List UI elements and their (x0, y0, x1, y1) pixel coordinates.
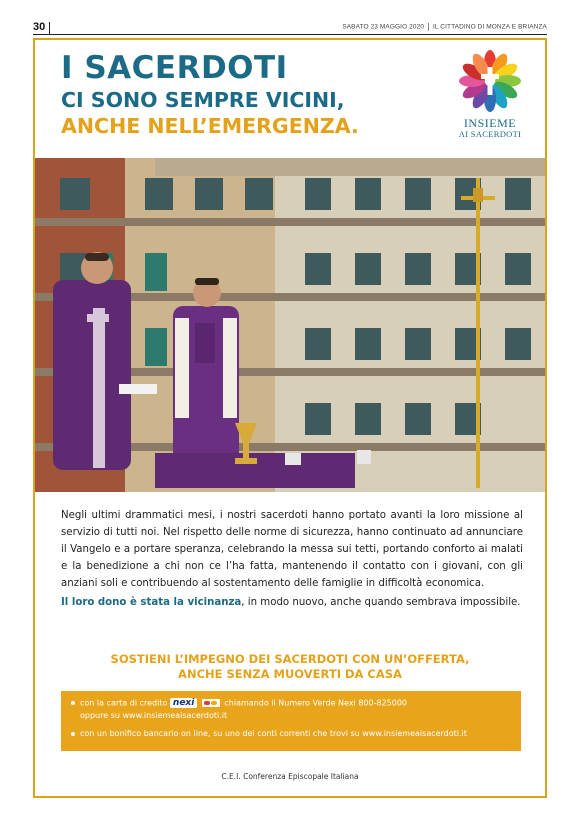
call-to-action (35, 652, 545, 682)
donation-card-website: oppure su www.insiemeaisacerdoti.it (80, 711, 228, 720)
newspaper-header (33, 22, 547, 35)
divider (49, 22, 50, 34)
headline-main: I SACERDOTI (61, 50, 288, 86)
priests-mass-photo (35, 158, 545, 492)
insieme-logo (455, 48, 525, 143)
donation-bank-option (71, 729, 467, 738)
logo-subtext: AI SACERDOTI (458, 129, 522, 139)
issue-date: SABATO 23 MAGGIO 2020 (342, 23, 425, 31)
donation-box (61, 691, 521, 751)
cta-line-2: ANCHE SENZA MUOVERTI DA CASA (178, 667, 402, 681)
dateline (342, 23, 547, 31)
cta-line-1: SOSTIENI L’IMPEGNO DEI SACERDOTI CON UN’OFFERTA, (110, 652, 470, 666)
photo-illustration (35, 158, 545, 492)
bank-transfer-text: con un bonifico bancario on line, su uno dei conti correnti che trovi su www.insiemeaisacerdoti.it (80, 729, 467, 738)
tagline-highlight: Il loro dono è stata la vicinanza (61, 597, 242, 608)
advertisement (33, 38, 547, 798)
card-phone-text: chiamando il Numero Verde Nexi 800-825000 (224, 698, 408, 708)
tagline (61, 597, 531, 608)
footer-credit: C.E.I. Conferenza Episcopale Italiana (221, 772, 359, 781)
tagline-text: , in modo nuovo, anche quando sembrava impossibile. (241, 597, 521, 608)
headline-accent: ANCHE NELL’EMERGENZA. (61, 114, 359, 138)
hands-cross-logo-icon (455, 48, 525, 114)
card-prefix-text: con la carta di credito (80, 698, 168, 708)
page-number: 30 (33, 21, 46, 33)
logo-text: INSIEME (463, 116, 517, 130)
publication-name: IL CITTADINO DI MONZA E BRIANZA (433, 23, 547, 31)
headline-sub: CI SONO SEMPRE VICINI, (61, 88, 345, 112)
bullet-icon (71, 732, 75, 736)
credit-cards-icon (202, 699, 220, 707)
nexi-logo: nexi (170, 698, 197, 708)
donation-card-option (71, 698, 407, 708)
body-paragraph: Negli ultimi drammatici mesi, i nostri sacerdoti hanno portato avanti la loro missione al servizio di tutti noi. Nel rispetto delle norme di sicurezza, hanno continuato ad annunciare il Vangelo e a portare speranza, celebrando la messa sui tetti, portando conforto ai malati e la benedizione a chi non ce l’ha fatta, mantenendo il contatto con i giovani, con gli anziani soli e contribuendo al sostentamento delle famiglie in difficoltà economica. (61, 510, 523, 589)
divider (428, 23, 429, 31)
bullet-icon (71, 701, 75, 705)
